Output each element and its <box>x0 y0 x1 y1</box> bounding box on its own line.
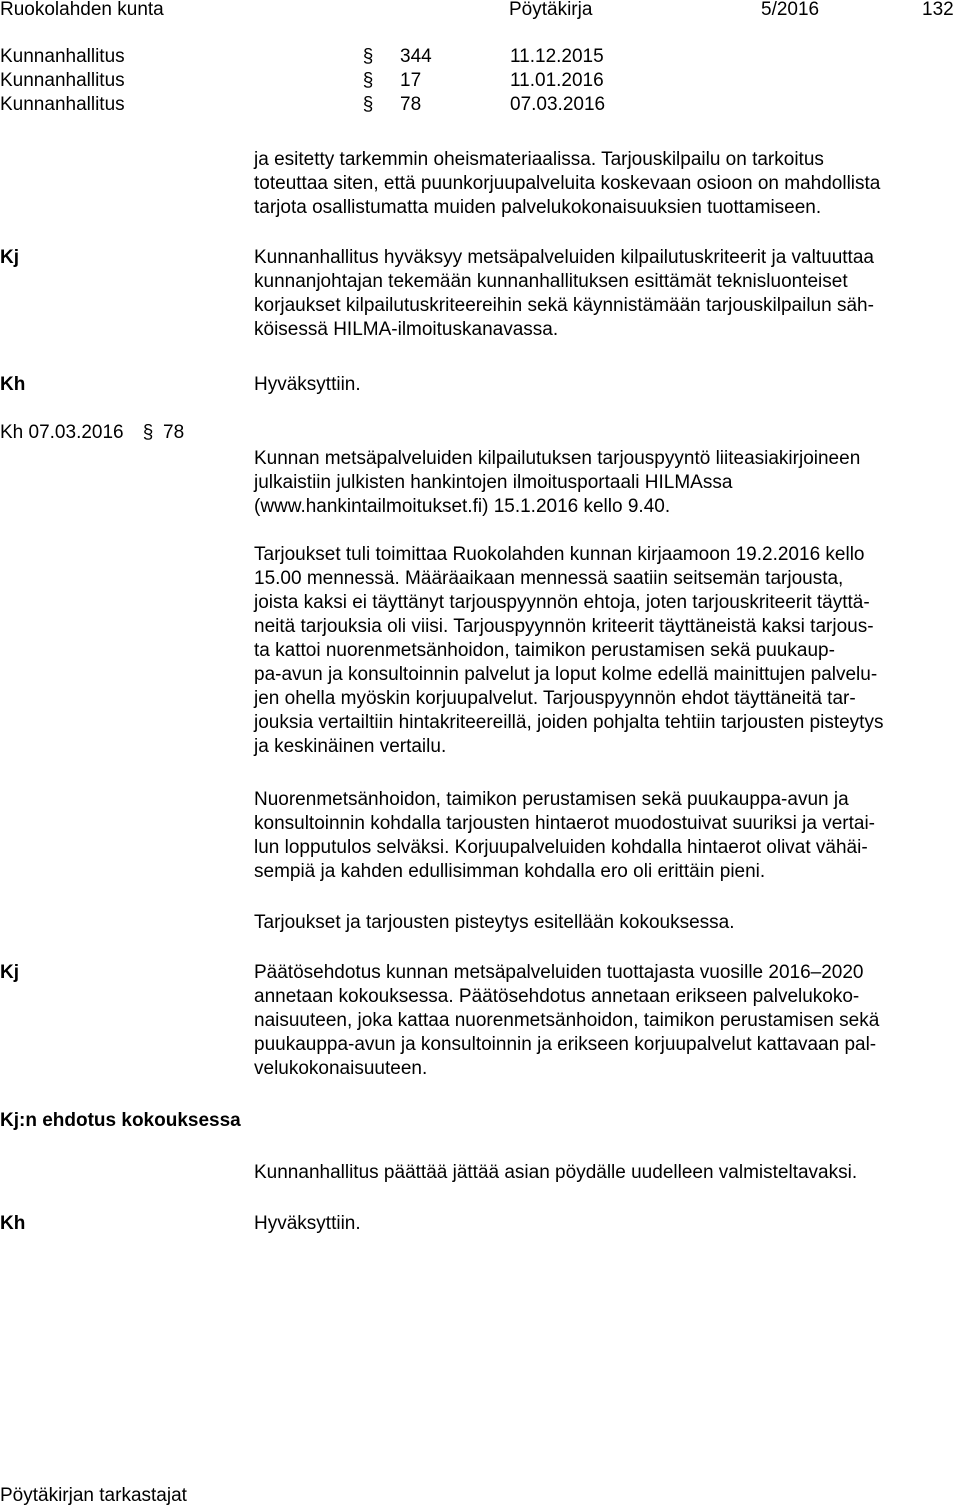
text-line: Kunnanhallitus hyväksyy metsäpalveluiden kilpailutuskriteerit ja valtuuttaa <box>254 247 874 268</box>
meeting-section: 78 <box>163 422 185 443</box>
kj-proposal-text <box>254 246 958 342</box>
text-line: velukokonaisuuteen. <box>254 1058 428 1079</box>
text-line: (www.hankintailmoitukset.fi) 15.1.2016 kello 9.40. <box>254 496 671 517</box>
section-mark-icon: § <box>362 70 374 91</box>
text-line: naisuuteen, joka kattaa nuorenmetsänhoidon, taimikon perustamisen sekä <box>254 1010 880 1031</box>
body-paragraph <box>254 911 958 935</box>
kj-label: Kj <box>0 247 19 268</box>
kh-decision-text: Hyväksyttiin. <box>254 374 361 395</box>
footer-label: Pöytäkirjan tarkastajat <box>0 1485 187 1506</box>
text-line: tarjota osallistumatta muiden palvelukokonaisuuksien tuottamiseen. <box>254 197 822 218</box>
organization-name: Ruokolahden kunta <box>0 0 164 20</box>
text-line: ta kattoi nuorenmetsänhoidon, taimikon perustamisen sekä puukaup- <box>254 640 835 661</box>
body-paragraph <box>254 543 958 759</box>
intro-paragraph <box>254 148 958 220</box>
text-line: köisessä HILMA-ilmoituskanavassa. <box>254 319 559 340</box>
history-date: 07.03.2016 <box>510 94 606 115</box>
text-line: konsultoinnin kohdalla tarjousten hintaerot muodostuivat suuriksi ja vertai- <box>254 813 876 834</box>
text-line: sempiä ja kahden edullisimman kohdalla ero oli erittäin pieni. <box>254 861 766 882</box>
text-line: Nuorenmetsänhoidon, taimikon perustamisen sekä puukauppa-avun ja <box>254 789 849 810</box>
history-date: 11.12.2015 <box>510 46 604 67</box>
history-section: 78 <box>400 94 422 115</box>
document-type: Pöytäkirja <box>509 0 593 20</box>
kh-label: Kh <box>0 374 26 395</box>
text-line: Kunnan metsäpalveluiden kilpailutuksen tarjouspyyntö liiteasiakirjoineen <box>254 448 861 469</box>
history-section: 17 <box>400 70 422 91</box>
text-line: toteuttaa siten, että puunkorjuupalveluita koskevaan osioon on mahdollista <box>254 173 881 194</box>
page-number: 132 <box>922 0 954 20</box>
history-date: 11.01.2016 <box>510 70 604 91</box>
text-line: Päätösehdotus kunnan metsäpalveluiden tuottajasta vuosille 2016–2020 <box>254 962 864 983</box>
text-line: neitä tarjouksia oli viisi. Tarjouspyynnön kriteerit täyttäneistä kaksi tarjous- <box>254 616 874 637</box>
body-paragraph <box>254 447 958 519</box>
kh-label: Kh <box>0 1213 26 1234</box>
text-line: korjaukset kilpailutuskriteereihin sekä käynnistämään tarjouskilpailun säh- <box>254 295 874 316</box>
history-body: Kunnanhallitus <box>0 94 125 115</box>
text-line: ja esitetty tarkemmin oheismateriaalissa. Tarjouskilpailu on tarkoitus <box>254 149 824 170</box>
kj-proposal-text <box>254 961 958 1081</box>
text-line: jouksia vertailtiin hintakriteereillä, joiden pohjalta tehtiin tarjousten pisteytys <box>254 712 884 733</box>
text-line: jen ohella myöskin korjuupalvelut. Tarjouspyynnön ehdot täyttäneitä tar- <box>254 688 856 709</box>
kj-meeting-proposal-label: Kj:n ehdotus kokouksessa <box>0 1110 241 1131</box>
text-line: lun lopputulos selväksi. Korjuupalveluiden kohdalla hintaerot olivat vähäi- <box>254 837 868 858</box>
text-line: puukauppa-avun ja konsultoinnin ja erikseen korjuupalvelut kattavaan pal- <box>254 1034 877 1055</box>
document-number: 5/2016 <box>761 0 820 20</box>
text-line: joista kaksi ei täyttänyt tarjouspyynnön ehtoja, joten tarjouskriteerit täyttä- <box>254 592 870 613</box>
text-line: ja keskinäinen vertailu. <box>254 736 447 757</box>
history-body: Kunnanhallitus <box>0 46 125 67</box>
section-mark-icon: § <box>142 422 154 443</box>
text-line: kunnanjohtajan tekemään kunnanhallituksen esittämät teknisluonteiset <box>254 271 848 292</box>
kj-label: Kj <box>0 962 19 983</box>
text-line: 15.00 mennessä. Määräaikaan mennessä saatiin seitsemän tarjousta, <box>254 568 844 589</box>
text-line: pa-avun ja konsultoinnin palvelut ja loput kolme edellä mainittujen palvelu- <box>254 664 878 685</box>
section-mark-icon: § <box>362 46 374 67</box>
history-section: 344 <box>400 46 432 67</box>
section-mark-icon: § <box>362 94 374 115</box>
meeting-date: Kh 07.03.2016 <box>0 422 124 443</box>
kj-meeting-proposal-text: Kunnanhallitus päättää jättää asian pöydälle uudelleen valmisteltavaksi. <box>254 1162 858 1183</box>
kh-decision-text: Hyväksyttiin. <box>254 1213 361 1234</box>
text-line: julkaistiin julkisten hankintojen ilmoitusportaali HILMAssa <box>254 472 733 493</box>
history-body: Kunnanhallitus <box>0 70 125 91</box>
text-line: Tarjoukset ja tarjousten pisteytys esitellään kokouksessa. <box>254 912 735 933</box>
text-line: Tarjoukset tuli toimittaa Ruokolahden kunnan kirjaamoon 19.2.2016 kello <box>254 544 865 565</box>
text-line: annetaan kokouksessa. Päätösehdotus annetaan erikseen palvelukoko- <box>254 986 860 1007</box>
body-paragraph <box>254 788 958 884</box>
